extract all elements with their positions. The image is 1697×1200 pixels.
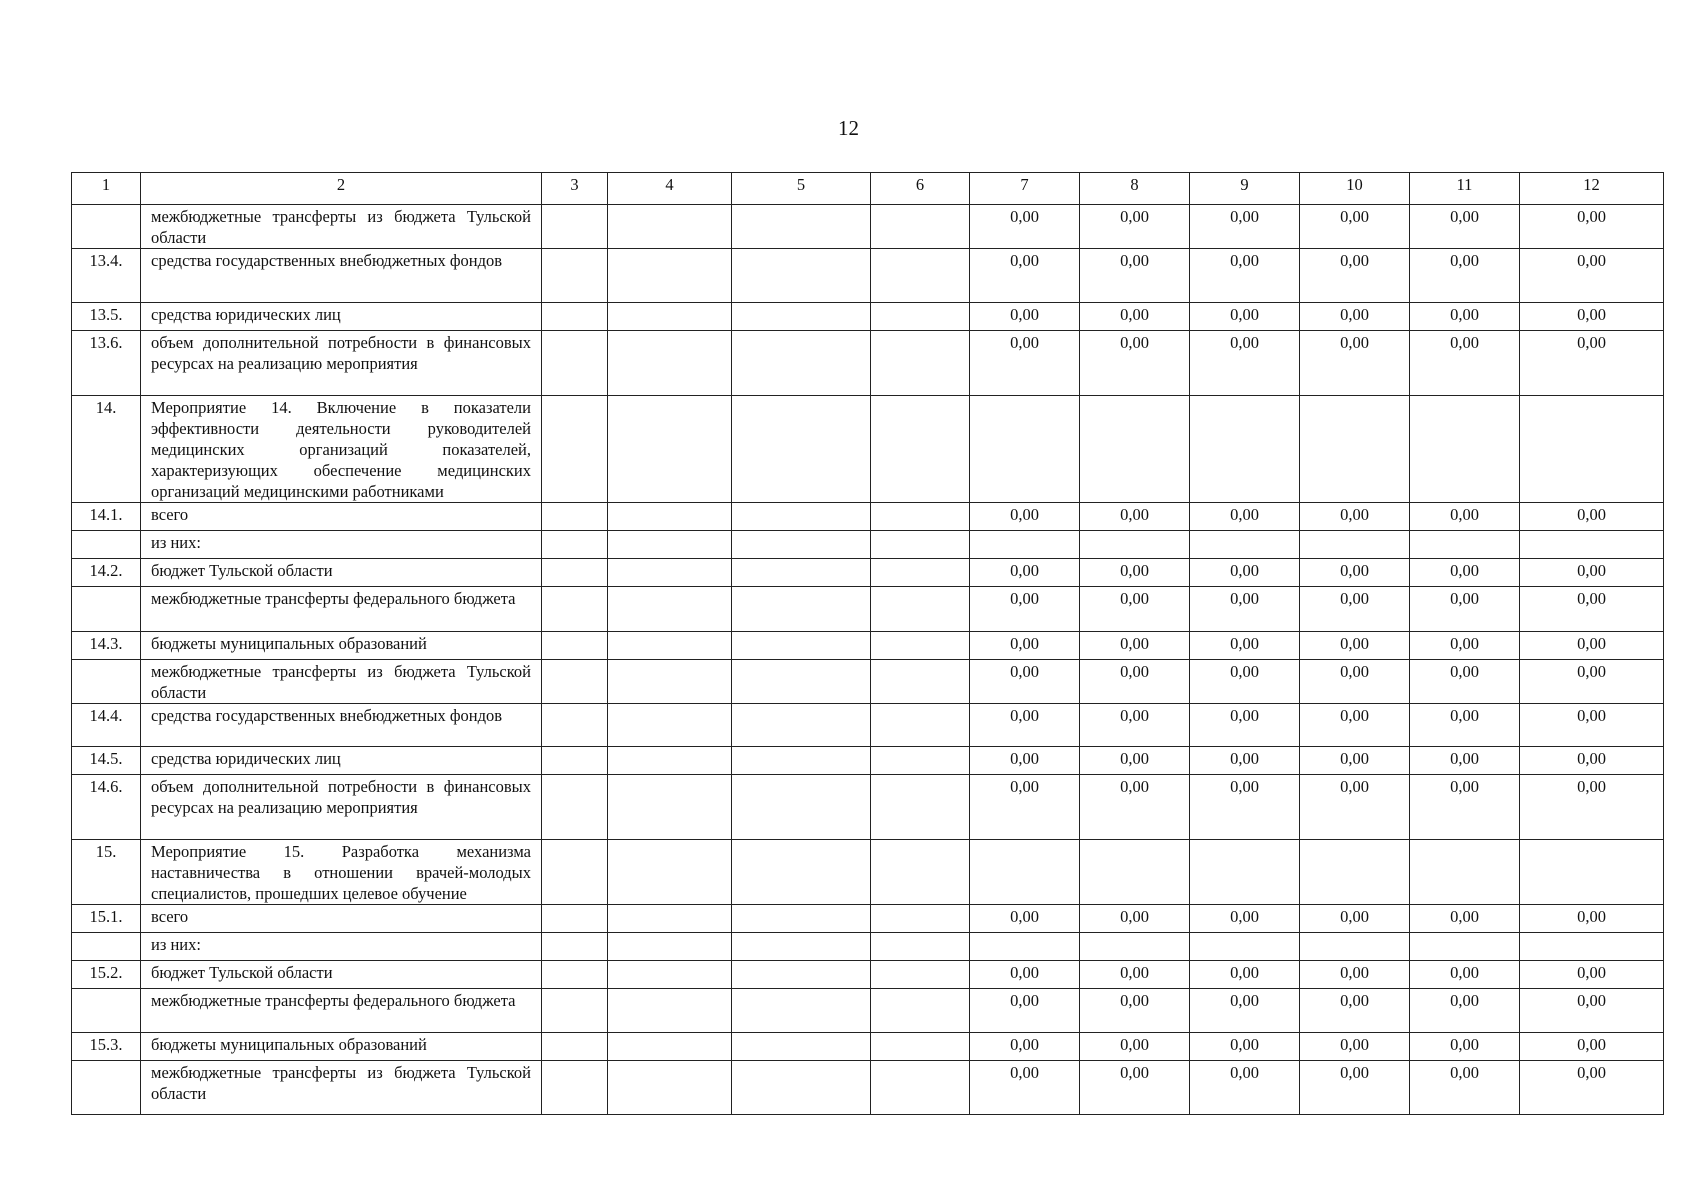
empty-cell <box>608 961 732 989</box>
empty-cell <box>542 961 608 989</box>
value-cell: 0,00 <box>1080 303 1190 331</box>
value-cell <box>1410 396 1520 503</box>
value-cell: 0,00 <box>1080 704 1190 747</box>
value-cell: 0,00 <box>1520 249 1664 303</box>
value-cell: 0,00 <box>1190 961 1300 989</box>
row-description: бюджет Тульской области <box>141 559 542 587</box>
value-cell <box>1190 531 1300 559</box>
column-header: 2 <box>141 173 542 205</box>
value-cell: 0,00 <box>1080 747 1190 775</box>
empty-cell <box>608 205 732 249</box>
row-number <box>72 587 141 632</box>
empty-cell <box>542 249 608 303</box>
row-number <box>72 531 141 559</box>
column-header: 10 <box>1300 173 1410 205</box>
empty-cell <box>732 660 871 704</box>
empty-cell <box>732 249 871 303</box>
empty-cell <box>608 989 732 1033</box>
row-description: межбюджетные трансферты из бюджета Тульской области <box>141 205 542 249</box>
empty-cell <box>608 840 732 905</box>
value-cell: 0,00 <box>1520 559 1664 587</box>
empty-cell <box>542 747 608 775</box>
row-description: средства государственных внебюджетных фондов <box>141 249 542 303</box>
page-number: 12 <box>838 116 859 140</box>
empty-cell <box>871 905 970 933</box>
value-cell: 0,00 <box>1300 905 1410 933</box>
empty-cell <box>608 303 732 331</box>
value-cell: 0,00 <box>970 747 1080 775</box>
value-cell: 0,00 <box>970 503 1080 531</box>
empty-cell <box>732 1061 871 1115</box>
empty-cell <box>608 587 732 632</box>
row-description: бюджет Тульской области <box>141 961 542 989</box>
row-number: 14.2. <box>72 559 141 587</box>
table-row <box>72 559 1664 587</box>
value-cell: 0,00 <box>1300 704 1410 747</box>
row-description: из них: <box>141 531 542 559</box>
empty-cell <box>608 933 732 961</box>
value-cell <box>1080 840 1190 905</box>
empty-cell <box>732 933 871 961</box>
value-cell: 0,00 <box>970 249 1080 303</box>
value-cell: 0,00 <box>1190 503 1300 531</box>
value-cell: 0,00 <box>1520 205 1664 249</box>
value-cell: 0,00 <box>1410 1033 1520 1061</box>
value-cell: 0,00 <box>970 704 1080 747</box>
value-cell: 0,00 <box>970 989 1080 1033</box>
value-cell <box>1080 531 1190 559</box>
empty-cell <box>542 1033 608 1061</box>
value-cell: 0,00 <box>1410 249 1520 303</box>
row-description: межбюджетные трансферты из бюджета Тульской области <box>141 660 542 704</box>
value-cell: 0,00 <box>1410 503 1520 531</box>
row-description: межбюджетные трансферты из бюджета Тульской области <box>141 1061 542 1115</box>
value-cell: 0,00 <box>1080 989 1190 1033</box>
empty-cell <box>871 1061 970 1115</box>
empty-cell <box>608 660 732 704</box>
value-cell: 0,00 <box>1190 331 1300 396</box>
row-number: 14.5. <box>72 747 141 775</box>
row-description: межбюджетные трансферты федерального бюджета <box>141 587 542 632</box>
row-number: 15.3. <box>72 1033 141 1061</box>
value-cell: 0,00 <box>970 775 1080 840</box>
value-cell: 0,00 <box>1300 503 1410 531</box>
empty-cell <box>871 989 970 1033</box>
table-row <box>72 531 1664 559</box>
empty-cell <box>542 989 608 1033</box>
value-cell: 0,00 <box>1410 704 1520 747</box>
value-cell: 0,00 <box>1080 559 1190 587</box>
table-row <box>72 747 1664 775</box>
table-row <box>72 205 1664 249</box>
value-cell: 0,00 <box>1300 303 1410 331</box>
table-row <box>72 503 1664 531</box>
value-cell: 0,00 <box>1190 1033 1300 1061</box>
value-cell: 0,00 <box>1080 503 1190 531</box>
column-header: 5 <box>732 173 871 205</box>
value-cell: 0,00 <box>1410 961 1520 989</box>
column-header: 6 <box>871 173 970 205</box>
empty-cell <box>732 632 871 660</box>
value-cell: 0,00 <box>1190 989 1300 1033</box>
row-description: бюджеты муниципальных образований <box>141 1033 542 1061</box>
row-number: 15.2. <box>72 961 141 989</box>
value-cell: 0,00 <box>1410 1061 1520 1115</box>
value-cell: 0,00 <box>1080 775 1190 840</box>
empty-cell <box>732 396 871 503</box>
row-number <box>72 1061 141 1115</box>
row-number: 14.3. <box>72 632 141 660</box>
value-cell: 0,00 <box>1520 989 1664 1033</box>
empty-cell <box>732 989 871 1033</box>
value-cell: 0,00 <box>1520 905 1664 933</box>
empty-cell <box>542 775 608 840</box>
value-cell: 0,00 <box>1190 747 1300 775</box>
empty-cell <box>608 331 732 396</box>
empty-cell <box>732 775 871 840</box>
empty-cell <box>871 840 970 905</box>
value-cell: 0,00 <box>1300 632 1410 660</box>
empty-cell <box>871 775 970 840</box>
value-cell: 0,00 <box>1080 660 1190 704</box>
row-description: средства юридических лиц <box>141 303 542 331</box>
empty-cell <box>542 303 608 331</box>
column-header: 11 <box>1410 173 1520 205</box>
empty-cell <box>542 840 608 905</box>
empty-cell <box>732 905 871 933</box>
row-description: Мероприятие 14. Включение в показатели эффективности деятельности руководителей медицинских организаций показателей, характеризующих обеспечение медицинских организаций медицинскими работниками <box>141 396 542 503</box>
row-description: из них: <box>141 933 542 961</box>
empty-cell <box>608 704 732 747</box>
value-cell <box>1520 933 1664 961</box>
value-cell: 0,00 <box>1410 660 1520 704</box>
value-cell <box>1190 396 1300 503</box>
value-cell: 0,00 <box>970 205 1080 249</box>
row-number: 13.5. <box>72 303 141 331</box>
value-cell: 0,00 <box>1300 989 1410 1033</box>
column-number-header-row <box>72 173 1664 205</box>
value-cell <box>1190 933 1300 961</box>
column-header: 8 <box>1080 173 1190 205</box>
value-cell: 0,00 <box>1410 303 1520 331</box>
empty-cell <box>608 632 732 660</box>
value-cell <box>1410 531 1520 559</box>
value-cell: 0,00 <box>1520 587 1664 632</box>
empty-cell <box>608 1033 732 1061</box>
value-cell: 0,00 <box>970 1033 1080 1061</box>
value-cell <box>1080 933 1190 961</box>
empty-cell <box>542 331 608 396</box>
value-cell <box>1520 396 1664 503</box>
empty-cell <box>608 905 732 933</box>
row-number: 14. <box>72 396 141 503</box>
empty-cell <box>871 747 970 775</box>
empty-cell <box>732 747 871 775</box>
value-cell: 0,00 <box>1080 961 1190 989</box>
value-cell <box>1300 933 1410 961</box>
row-description: средства государственных внебюджетных фондов <box>141 704 542 747</box>
value-cell: 0,00 <box>1080 1033 1190 1061</box>
row-number: 14.6. <box>72 775 141 840</box>
value-cell: 0,00 <box>970 1061 1080 1115</box>
table-row <box>72 775 1664 840</box>
value-cell: 0,00 <box>1190 587 1300 632</box>
value-cell: 0,00 <box>1520 303 1664 331</box>
value-cell: 0,00 <box>970 660 1080 704</box>
value-cell: 0,00 <box>1300 775 1410 840</box>
value-cell: 0,00 <box>1520 660 1664 704</box>
value-cell: 0,00 <box>970 961 1080 989</box>
row-number <box>72 933 141 961</box>
value-cell: 0,00 <box>970 559 1080 587</box>
empty-cell <box>871 396 970 503</box>
column-header: 7 <box>970 173 1080 205</box>
value-cell <box>1080 396 1190 503</box>
value-cell: 0,00 <box>1190 905 1300 933</box>
value-cell: 0,00 <box>1520 503 1664 531</box>
empty-cell <box>542 205 608 249</box>
value-cell: 0,00 <box>1410 559 1520 587</box>
table-row <box>72 587 1664 632</box>
value-cell <box>970 933 1080 961</box>
value-cell: 0,00 <box>1190 303 1300 331</box>
value-cell: 0,00 <box>970 331 1080 396</box>
table-row <box>72 331 1664 396</box>
value-cell: 0,00 <box>1190 660 1300 704</box>
empty-cell <box>542 933 608 961</box>
value-cell: 0,00 <box>1190 704 1300 747</box>
value-cell: 0,00 <box>1190 205 1300 249</box>
column-header: 4 <box>608 173 732 205</box>
value-cell: 0,00 <box>970 303 1080 331</box>
row-number: 14.4. <box>72 704 141 747</box>
value-cell: 0,00 <box>1080 331 1190 396</box>
value-cell: 0,00 <box>970 587 1080 632</box>
value-cell: 0,00 <box>1520 747 1664 775</box>
value-cell: 0,00 <box>1080 249 1190 303</box>
value-cell: 0,00 <box>1080 632 1190 660</box>
value-cell: 0,00 <box>1520 632 1664 660</box>
value-cell <box>970 840 1080 905</box>
value-cell: 0,00 <box>1080 905 1190 933</box>
value-cell: 0,00 <box>1300 660 1410 704</box>
empty-cell <box>871 559 970 587</box>
value-cell: 0,00 <box>970 905 1080 933</box>
value-cell <box>970 396 1080 503</box>
empty-cell <box>871 1033 970 1061</box>
row-number <box>72 660 141 704</box>
row-number: 13.6. <box>72 331 141 396</box>
row-description: межбюджетные трансферты федерального бюджета <box>141 989 542 1033</box>
value-cell: 0,00 <box>1300 205 1410 249</box>
empty-cell <box>871 933 970 961</box>
table-row <box>72 249 1664 303</box>
row-number <box>72 989 141 1033</box>
empty-cell <box>608 503 732 531</box>
empty-cell <box>871 660 970 704</box>
column-header: 1 <box>72 173 141 205</box>
value-cell: 0,00 <box>1520 704 1664 747</box>
value-cell: 0,00 <box>1410 905 1520 933</box>
value-cell: 0,00 <box>1520 961 1664 989</box>
empty-cell <box>732 303 871 331</box>
empty-cell <box>732 840 871 905</box>
table-row <box>72 961 1664 989</box>
empty-cell <box>608 559 732 587</box>
column-header: 9 <box>1190 173 1300 205</box>
empty-cell <box>608 747 732 775</box>
empty-cell <box>542 587 608 632</box>
value-cell: 0,00 <box>1410 989 1520 1033</box>
empty-cell <box>732 503 871 531</box>
empty-cell <box>871 961 970 989</box>
value-cell: 0,00 <box>1300 747 1410 775</box>
value-cell: 0,00 <box>1520 331 1664 396</box>
empty-cell <box>542 905 608 933</box>
empty-cell <box>542 660 608 704</box>
row-number: 14.1. <box>72 503 141 531</box>
empty-cell <box>871 503 970 531</box>
empty-cell <box>871 205 970 249</box>
table-row <box>72 1061 1664 1115</box>
value-cell: 0,00 <box>1080 205 1190 249</box>
table-row <box>72 660 1664 704</box>
empty-cell <box>732 587 871 632</box>
value-cell: 0,00 <box>1410 587 1520 632</box>
empty-cell <box>542 704 608 747</box>
value-cell: 0,00 <box>1190 775 1300 840</box>
row-description: средства юридических лиц <box>141 747 542 775</box>
empty-cell <box>871 704 970 747</box>
empty-cell <box>608 396 732 503</box>
value-cell: 0,00 <box>1300 249 1410 303</box>
table-row <box>72 704 1664 747</box>
empty-cell <box>542 559 608 587</box>
table-row <box>72 303 1664 331</box>
value-cell: 0,00 <box>1300 331 1410 396</box>
value-cell <box>1520 531 1664 559</box>
table-row <box>72 396 1664 503</box>
empty-cell <box>542 396 608 503</box>
value-cell: 0,00 <box>1410 205 1520 249</box>
empty-cell <box>542 1061 608 1115</box>
value-cell: 0,00 <box>1190 559 1300 587</box>
value-cell: 0,00 <box>1300 559 1410 587</box>
value-cell: 0,00 <box>1190 632 1300 660</box>
empty-cell <box>732 331 871 396</box>
empty-cell <box>732 704 871 747</box>
financing-table <box>71 172 1664 1115</box>
table-row <box>72 933 1664 961</box>
value-cell <box>1300 840 1410 905</box>
value-cell: 0,00 <box>1410 632 1520 660</box>
value-cell: 0,00 <box>1520 1033 1664 1061</box>
value-cell: 0,00 <box>1520 775 1664 840</box>
row-number: 13.4. <box>72 249 141 303</box>
value-cell <box>1300 396 1410 503</box>
value-cell: 0,00 <box>1410 331 1520 396</box>
empty-cell <box>871 587 970 632</box>
empty-cell <box>542 531 608 559</box>
empty-cell <box>871 331 970 396</box>
empty-cell <box>871 632 970 660</box>
column-header: 3 <box>542 173 608 205</box>
empty-cell <box>732 205 871 249</box>
empty-cell <box>732 559 871 587</box>
row-number <box>72 205 141 249</box>
empty-cell <box>732 961 871 989</box>
value-cell: 0,00 <box>1410 775 1520 840</box>
row-number: 15. <box>72 840 141 905</box>
empty-cell <box>732 531 871 559</box>
empty-cell <box>542 632 608 660</box>
value-cell <box>1410 840 1520 905</box>
table-row <box>72 989 1664 1033</box>
column-header: 12 <box>1520 173 1664 205</box>
value-cell: 0,00 <box>970 632 1080 660</box>
row-number: 15.1. <box>72 905 141 933</box>
empty-cell <box>542 503 608 531</box>
value-cell: 0,00 <box>1520 1061 1664 1115</box>
row-description: объем дополнительной потребности в финансовых ресурсах на реализацию мероприятия <box>141 331 542 396</box>
value-cell: 0,00 <box>1410 747 1520 775</box>
row-description: Мероприятие 15. Разработка механизма наставничества в отношении врачей-молодых специалистов, прошедших целевое обучение <box>141 840 542 905</box>
table-row <box>72 632 1664 660</box>
empty-cell <box>871 303 970 331</box>
value-cell: 0,00 <box>1300 1061 1410 1115</box>
empty-cell <box>608 775 732 840</box>
empty-cell <box>608 1061 732 1115</box>
value-cell: 0,00 <box>1190 249 1300 303</box>
row-description: всего <box>141 503 542 531</box>
value-cell: 0,00 <box>1300 587 1410 632</box>
value-cell <box>1190 840 1300 905</box>
value-cell <box>1410 933 1520 961</box>
empty-cell <box>871 531 970 559</box>
table-row <box>72 840 1664 905</box>
value-cell <box>970 531 1080 559</box>
table-row <box>72 905 1664 933</box>
value-cell <box>1520 840 1664 905</box>
empty-cell <box>732 1033 871 1061</box>
value-cell: 0,00 <box>1190 1061 1300 1115</box>
empty-cell <box>608 249 732 303</box>
value-cell <box>1300 531 1410 559</box>
empty-cell <box>608 531 732 559</box>
table-row <box>72 1033 1664 1061</box>
value-cell: 0,00 <box>1300 961 1410 989</box>
value-cell: 0,00 <box>1080 587 1190 632</box>
value-cell: 0,00 <box>1300 1033 1410 1061</box>
empty-cell <box>871 249 970 303</box>
row-description: всего <box>141 905 542 933</box>
row-description: объем дополнительной потребности в финансовых ресурсах на реализацию мероприятия <box>141 775 542 840</box>
row-description: бюджеты муниципальных образований <box>141 632 542 660</box>
value-cell: 0,00 <box>1080 1061 1190 1115</box>
